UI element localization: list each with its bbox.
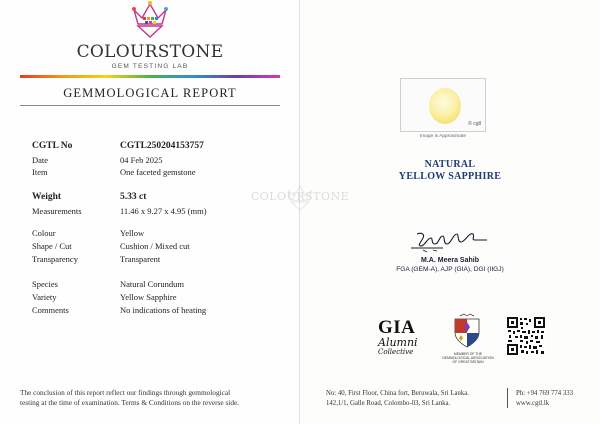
lab-contact bbox=[516, 389, 573, 409]
field-value: Natural Corundum bbox=[120, 279, 184, 289]
field-value: One faceted gemstone bbox=[120, 167, 196, 177]
website-link[interactable]: www.cgtl.lk bbox=[516, 400, 550, 407]
lab-address bbox=[326, 389, 469, 409]
signatory-qualifications: FGA (GEM-A), AJP (GIA), DGI (IIGJ) bbox=[396, 266, 504, 273]
field-label: Variety bbox=[32, 292, 57, 302]
field-value: Cushion / Mixed cut bbox=[120, 241, 190, 251]
field-label: Transparency bbox=[32, 254, 78, 264]
image-caption: Image is Approximate bbox=[419, 134, 467, 139]
address-line: No: 40, First Floor, China fort, Beruwala, Sri Lanka. bbox=[326, 390, 470, 397]
gia-alumni-logo bbox=[378, 318, 422, 356]
gia-alumni-text: Alumni bbox=[378, 336, 418, 349]
field-label: Date bbox=[32, 155, 49, 165]
phone-number: Ph: +94 769 774 333 bbox=[516, 390, 574, 397]
address-line: 142,1/1, Galle Road, Colombo-03, Sri Lanka. bbox=[326, 400, 451, 407]
gemstone-image bbox=[429, 88, 461, 124]
field-value: CGTL250204153757 bbox=[120, 141, 204, 151]
field-value: Transparent bbox=[120, 254, 161, 264]
gem-photo-frame bbox=[400, 78, 486, 132]
gia-logo-text: GIA bbox=[378, 317, 416, 338]
brand-name: COLOURSTONE bbox=[76, 42, 224, 62]
footnote-line: The conclusion of this report reflect our findings through gemmological bbox=[20, 388, 231, 397]
footer-divider bbox=[507, 388, 508, 408]
conclusion-line-1: NATURAL bbox=[424, 159, 476, 170]
conclusion-line-2: YELLOW SAPPHIRE bbox=[398, 171, 502, 182]
field-value: 04 Feb 2025 bbox=[120, 155, 163, 165]
signature-icon bbox=[403, 228, 493, 254]
signatory-name: M.A. Meera Sahib bbox=[421, 257, 479, 264]
field-label: Comments bbox=[32, 305, 69, 315]
colourstone-crown-logo-icon bbox=[128, 0, 172, 38]
field-value: 11.46 x 9.27 x 4.95 (mm) bbox=[120, 206, 207, 216]
field-value: Yellow Sapphire bbox=[120, 292, 177, 302]
gem-a-membership-text: MEMBER OF THE GEMMOLOGICAL ASSOCIATION OF GREAT BRITAIN bbox=[442, 352, 494, 364]
center-watermark: COLOURSTONE bbox=[250, 190, 350, 203]
brand-tagline: GEM TESTING LAB bbox=[111, 63, 189, 70]
field-label: Item bbox=[32, 167, 48, 177]
field-label: Colour bbox=[32, 228, 56, 238]
field-label: CGTL No bbox=[32, 141, 73, 151]
field-label: Shape / Cut bbox=[32, 241, 72, 251]
photo-copyright: © cgtl bbox=[468, 121, 481, 127]
footnote-line: testing at the time of examination. Terms & Conditions on the reverse side. bbox=[20, 398, 240, 407]
report-title: GEMMOLOGICAL REPORT bbox=[63, 86, 237, 100]
field-label: Weight bbox=[32, 192, 62, 202]
gia-collective-text: Collective bbox=[378, 348, 414, 356]
title-underline bbox=[20, 105, 280, 106]
gem-a-crest-icon bbox=[450, 313, 484, 349]
report-footnote bbox=[20, 388, 282, 408]
field-label: Species bbox=[32, 279, 58, 289]
field-value: Yellow bbox=[120, 228, 145, 238]
field-value: 5.33 ct bbox=[120, 192, 147, 202]
field-value: No indications of heating bbox=[120, 305, 207, 315]
field-label: Measurements bbox=[32, 206, 82, 216]
qr-code-icon[interactable] bbox=[506, 316, 546, 356]
rainbow-divider bbox=[20, 75, 280, 78]
